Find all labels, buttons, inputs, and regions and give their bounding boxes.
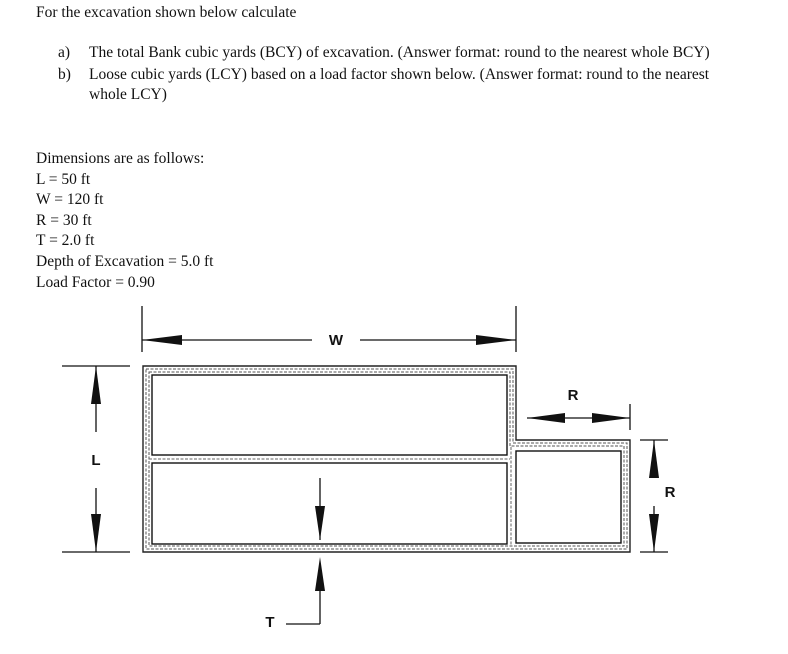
dimension-t: T = 2.0 ft (36, 232, 95, 250)
label-l: L (91, 452, 101, 469)
t-arrow-up-icon (315, 557, 325, 591)
cell-right (516, 451, 621, 543)
dimension-depth: Depth of Excavation = 5.0 ft (36, 252, 214, 270)
t-arrow-down-icon (315, 506, 325, 540)
question-b-marker: b) (58, 65, 71, 83)
label-t: T (265, 614, 275, 631)
r-top-dimension (527, 404, 630, 430)
dimension-r: R = 30 ft (36, 211, 92, 229)
dimensions-heading: Dimensions are as follows: (36, 150, 205, 167)
dimension-load-factor: Load Factor = 0.90 (36, 273, 155, 291)
w-arrow-right-icon (476, 335, 516, 345)
dimension-l: L = 50 ft (36, 170, 91, 188)
r-side-arrow-down-icon (649, 514, 659, 552)
cell-upper (152, 375, 507, 455)
excavation-dividers (149, 447, 511, 546)
label-w: W (328, 332, 344, 349)
l-arrow-up-icon (91, 366, 101, 404)
question-a-text: The total Bank cubic yards (BCY) of excavation. (Answer format: round to the nearest whole BCY) (89, 44, 710, 61)
label-r-top: R (567, 387, 579, 404)
t-dimension (286, 478, 325, 624)
question-a-marker: a) (58, 44, 71, 61)
dimension-w: W = 120 ft (36, 191, 104, 209)
excavation-outline (143, 366, 630, 552)
question-b-text: Loose cubic yards (LCY) based on a load factor shown below. (Answer format: round to the nearest whole LCY) (89, 65, 710, 103)
cell-lower (152, 463, 507, 544)
r-top-arrow-left-icon (527, 413, 565, 423)
label-r-side: R (664, 484, 676, 501)
problem-intro: For the excavation shown below calculate (36, 4, 297, 21)
r-top-arrow-right-icon (592, 413, 630, 423)
r-side-arrow-up-icon (649, 440, 659, 478)
l-arrow-down-icon (91, 514, 101, 552)
w-arrow-left-icon (142, 335, 182, 345)
